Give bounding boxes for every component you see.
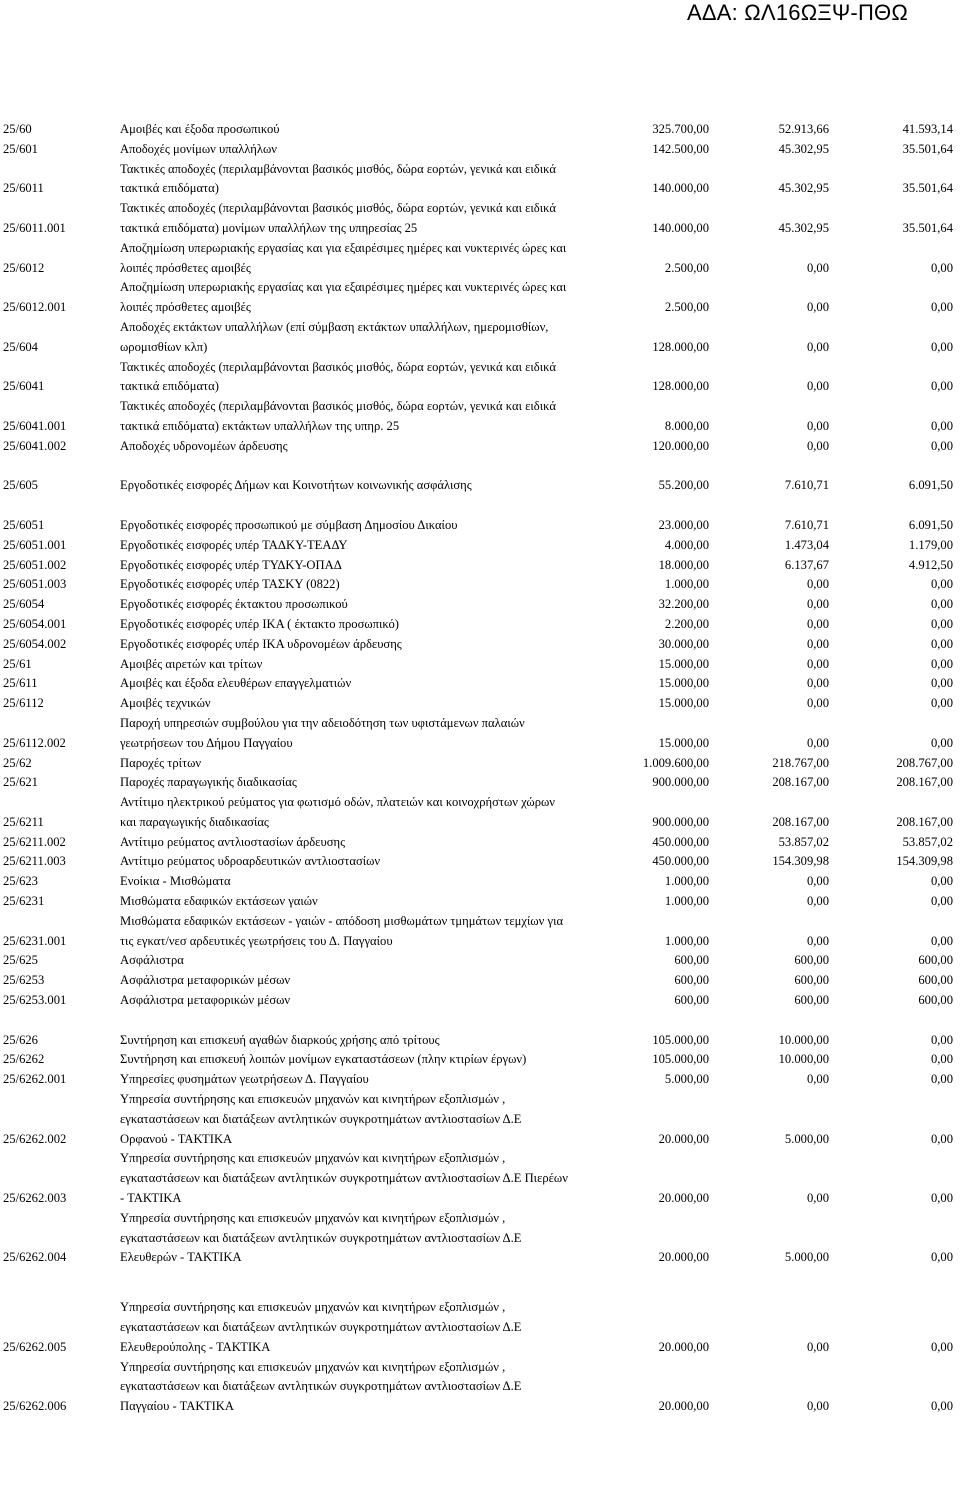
table-row bbox=[1, 655, 955, 675]
paid-amount: 0,00 bbox=[930, 1250, 953, 1265]
spacer-row bbox=[1, 1011, 955, 1031]
table-row bbox=[1, 1050, 955, 1070]
table-row bbox=[1, 991, 955, 1011]
table-row bbox=[1, 1298, 955, 1357]
paid-amount: 0,00 bbox=[930, 418, 953, 433]
table-row bbox=[1, 852, 955, 872]
paid-amount: 0,00 bbox=[930, 260, 953, 275]
account-description: Τακτικές αποδοχές (περιλαμβάνονται βασικός μισθός, δώρα εορτών, γενικά και ειδικά τακτικά επιδόματα) bbox=[120, 359, 556, 394]
budget-amount: 105.000,00 bbox=[652, 1032, 709, 1047]
account-description: Εργοδοτικές εισφορές προσωπικού με σύμβαση Δημοσίου Δικαίου bbox=[120, 517, 458, 532]
table-row bbox=[1, 714, 955, 754]
committed-amount: 5.000,00 bbox=[784, 1250, 829, 1265]
paid-amount: 0,00 bbox=[930, 616, 953, 631]
committed-amount: 6.137,67 bbox=[784, 557, 829, 572]
committed-amount: 600,00 bbox=[794, 953, 829, 968]
committed-amount: 0,00 bbox=[806, 339, 829, 354]
account-code: 25/6253 bbox=[3, 973, 45, 988]
account-description: Υπηρεσία συντήρησης και επισκευών μηχανών και κινητήρων εξοπλισμών , εγκαταστάσεων και διατάξεων αντλητικών συγκροτημάτων αντλιοστασίων Δ.Ε Παγγαίου - ΤΑΚΤΙΚΑ bbox=[120, 1359, 522, 1414]
account-code: 25/6262 bbox=[3, 1052, 45, 1067]
committed-amount: 10.000,00 bbox=[778, 1032, 829, 1047]
committed-amount: 0,00 bbox=[806, 874, 829, 889]
budget-amount: 5.000,00 bbox=[664, 1072, 709, 1087]
table-row bbox=[1, 199, 955, 239]
account-code: 25/611 bbox=[3, 676, 38, 691]
account-code: 25/6211.002 bbox=[3, 834, 66, 849]
paid-amount: 600,00 bbox=[918, 973, 953, 988]
account-code: 25/6041.002 bbox=[3, 438, 67, 453]
paid-amount: 0,00 bbox=[930, 1339, 953, 1354]
committed-amount: 53.857,02 bbox=[778, 834, 829, 849]
table-row bbox=[1, 1090, 955, 1149]
budget-amount: 32.200,00 bbox=[658, 597, 709, 612]
account-description: Υπηρεσία συντήρησης και επισκευών μηχανών και κινητήρων εξοπλισμών , εγκαταστάσεων και διατάξεων αντλητικών συγκροτημάτων αντλιοστασίων Δ.Ε Ελευθερών - ΤΑΚΤΙΚΑ bbox=[120, 1210, 522, 1265]
budget-amount: 600,00 bbox=[674, 973, 709, 988]
paid-amount: 0,00 bbox=[930, 874, 953, 889]
paid-amount: 1.179,00 bbox=[908, 537, 953, 552]
budget-amount: 105.000,00 bbox=[652, 1052, 709, 1067]
table-row bbox=[1, 694, 955, 714]
table-row bbox=[1, 912, 955, 952]
budget-amount: 23.000,00 bbox=[658, 517, 709, 532]
account-description: Αποδοχές εκτάκτων υπαλλήλων (επί σύμβαση εκτάκτων υπαλλήλων, ημερομισθίων, ωρομισθίων κλπ) bbox=[120, 319, 549, 354]
committed-amount: 0,00 bbox=[806, 577, 829, 592]
account-code: 25/626 bbox=[3, 1032, 38, 1047]
paid-amount: 0,00 bbox=[930, 636, 953, 651]
table-row bbox=[1, 1209, 955, 1268]
paid-amount: 0,00 bbox=[930, 339, 953, 354]
account-code: 25/61 bbox=[3, 656, 32, 671]
committed-amount: 208.167,00 bbox=[772, 775, 829, 790]
account-code: 25/6051 bbox=[3, 517, 45, 532]
committed-amount: 7.610,71 bbox=[784, 478, 829, 493]
committed-amount: 45.302,95 bbox=[778, 141, 829, 156]
paid-amount: 0,00 bbox=[930, 656, 953, 671]
table-row bbox=[1, 595, 955, 615]
paid-amount: 0,00 bbox=[930, 696, 953, 711]
committed-amount: 0,00 bbox=[806, 418, 829, 433]
budget-amount: 20.000,00 bbox=[658, 1339, 709, 1354]
budget-amount: 1.000,00 bbox=[664, 894, 709, 909]
budget-amount: 450.000,00 bbox=[652, 834, 709, 849]
account-description: Υπηρεσίες φυσημάτων γεωτρήσεων Δ. Παγγαίου bbox=[120, 1072, 369, 1087]
account-code: 25/625 bbox=[3, 953, 38, 968]
account-code: 25/6262.003 bbox=[3, 1191, 67, 1206]
table-row bbox=[1, 1358, 955, 1417]
account-code: 25/6051.001 bbox=[3, 537, 67, 552]
budget-amount: 140.000,00 bbox=[652, 220, 709, 235]
paid-amount: 4.912,50 bbox=[908, 557, 953, 572]
account-code: 25/6054 bbox=[3, 597, 45, 612]
table-row bbox=[1, 120, 955, 140]
account-code: 25/6211 bbox=[3, 814, 44, 829]
paid-amount: 208.767,00 bbox=[896, 755, 953, 770]
paid-amount: 0,00 bbox=[930, 577, 953, 592]
paid-amount: 0,00 bbox=[930, 1399, 953, 1414]
account-description: Αποζημίωση υπερωριακής εργασίας και για εξαιρέσιμες ημέρες και νυκτερινές ώρες και λοιπές πρόσθετες αμοιβές bbox=[120, 280, 567, 315]
table-row bbox=[1, 971, 955, 991]
budget-amount: 15.000,00 bbox=[658, 735, 709, 750]
budget-amount: 15.000,00 bbox=[658, 656, 709, 671]
committed-amount: 7.610,71 bbox=[784, 517, 829, 532]
committed-amount: 154.309,98 bbox=[772, 854, 829, 869]
table-row bbox=[1, 872, 955, 892]
budget-amount: 142.500,00 bbox=[652, 141, 709, 156]
committed-amount: 0,00 bbox=[806, 1399, 829, 1414]
account-description: Ασφάλιστρα μεταφορικών μέσων bbox=[120, 993, 291, 1008]
table-row bbox=[1, 754, 955, 774]
account-code: 25/6054.001 bbox=[3, 616, 67, 631]
spacer-cell bbox=[1, 496, 955, 516]
ada-header: ΑΔΑ: ΩΛ16ΩΞΨ-ΠΘΩ bbox=[687, 0, 908, 25]
table-row bbox=[1, 575, 955, 595]
account-description: Αντίτιμο ρεύματος αντλιοστασίων άρδευσης bbox=[120, 834, 346, 849]
paid-amount: 600,00 bbox=[918, 953, 953, 968]
committed-amount: 208.167,00 bbox=[772, 814, 829, 829]
spacer-row bbox=[1, 496, 955, 516]
account-code: 25/6262.002 bbox=[3, 1131, 67, 1146]
table-row bbox=[1, 793, 955, 833]
account-code: 25/6041 bbox=[3, 379, 45, 394]
account-description: Εργοδοτικές εισφορές έκτακτου προσωπικού bbox=[120, 597, 348, 612]
budget-amount: 20.000,00 bbox=[658, 1131, 709, 1146]
paid-amount: 0,00 bbox=[930, 597, 953, 612]
committed-amount: 0,00 bbox=[806, 676, 829, 691]
account-description: Παροχές τρίτων bbox=[120, 755, 202, 770]
account-description: Αντίτιμο ρεύματος υδροαρδευτικών αντλιοστασίων bbox=[120, 854, 381, 869]
committed-amount: 0,00 bbox=[806, 379, 829, 394]
paid-amount: 35.501,64 bbox=[902, 181, 953, 196]
paid-amount: 0,00 bbox=[930, 1131, 953, 1146]
budget-amount: 600,00 bbox=[674, 953, 709, 968]
account-description: Συντήρηση και επισκευή αγαθών διαρκούς χρήσης από τρίτους bbox=[120, 1032, 440, 1047]
table-row bbox=[1, 536, 955, 556]
account-description: Υπηρεσία συντήρησης και επισκευών μηχανών και κινητήρων εξοπλισμών , εγκαταστάσεων και διατάξεων αντλητικών συγκροτημάτων αντλιοστασίων Δ.Ε Πιερέων - ΤΑΚΤΙΚΑ bbox=[120, 1151, 568, 1206]
spacer-row bbox=[1, 457, 955, 477]
paid-amount: 600,00 bbox=[918, 993, 953, 1008]
account-description: Μισθώματα εδαφικών εκτάσεων - γαιών - απόδοση μισθωμάτων τμημάτων τεμχίων για τις εγκατ/νεσ αρδευτικές γεωτρήσεις του Δ. Παγγαίου bbox=[120, 913, 564, 948]
account-description: Εργοδοτικές εισφορές υπέρ ΙΚΑ ( έκτακτο προσωπικό) bbox=[120, 616, 399, 631]
committed-amount: 0,00 bbox=[806, 597, 829, 612]
committed-amount: 52.913,66 bbox=[778, 122, 829, 136]
table-row bbox=[1, 773, 955, 793]
committed-amount: 0,00 bbox=[806, 438, 829, 453]
account-description: Αποδοχές υδρονομέων άρδευσης bbox=[120, 438, 288, 453]
account-description: Αμοιβές και έξοδα ελευθέρων επαγγελματιών bbox=[120, 676, 352, 691]
paid-amount: 0,00 bbox=[930, 1072, 953, 1087]
paid-amount: 0,00 bbox=[930, 735, 953, 750]
table-row bbox=[1, 160, 955, 200]
paid-amount: 0,00 bbox=[930, 933, 953, 948]
paid-amount: 53.857,02 bbox=[902, 834, 953, 849]
account-code: 25/6211.003 bbox=[3, 854, 66, 869]
account-description: Παροχές παραγωγικής διαδικασίας bbox=[120, 775, 297, 790]
account-code: 25/6262.005 bbox=[3, 1339, 67, 1354]
committed-amount: 0,00 bbox=[806, 735, 829, 750]
budget-amount: 1.009.600,00 bbox=[642, 755, 709, 770]
paid-amount: 208.167,00 bbox=[896, 814, 953, 829]
paid-amount: 0,00 bbox=[930, 676, 953, 691]
spacer-cell bbox=[1, 1268, 955, 1298]
paid-amount: 0,00 bbox=[930, 1032, 953, 1047]
committed-amount: 0,00 bbox=[806, 300, 829, 315]
account-code: 25/6054.002 bbox=[3, 636, 67, 651]
paid-amount: 35.501,64 bbox=[902, 141, 953, 156]
budget-amount: 30.000,00 bbox=[658, 636, 709, 651]
spacer-row bbox=[1, 1268, 955, 1298]
table-row bbox=[1, 556, 955, 576]
account-description: Αντίτιμο ηλεκτρικού ρεύματος για φωτισμό οδών, πλατειών και κοινοχρήστων χώρων και παραγωγικής διαδικασίας bbox=[120, 795, 555, 829]
budget-amount: 120.000,00 bbox=[652, 438, 709, 453]
committed-amount: 5.000,00 bbox=[784, 1131, 829, 1146]
budget-amount: 325.700,00 bbox=[652, 122, 709, 136]
paid-amount: 35.501,64 bbox=[902, 220, 953, 235]
committed-amount: 0,00 bbox=[806, 616, 829, 631]
paid-amount: 0,00 bbox=[930, 1191, 953, 1206]
paid-amount: 0,00 bbox=[930, 379, 953, 394]
committed-amount: 45.302,95 bbox=[778, 181, 829, 196]
paid-amount: 41.593,14 bbox=[902, 122, 953, 136]
account-description: Αμοιβές τεχνικών bbox=[120, 696, 211, 711]
budget-amount: 450.000,00 bbox=[652, 854, 709, 869]
table-row bbox=[1, 674, 955, 694]
account-code: 25/60 bbox=[3, 122, 32, 136]
paid-amount: 0,00 bbox=[930, 300, 953, 315]
account-description: Ασφάλιστρα μεταφορικών μέσων bbox=[120, 973, 291, 988]
account-code: 25/621 bbox=[3, 775, 38, 790]
budget-amount: 600,00 bbox=[674, 993, 709, 1008]
committed-amount: 0,00 bbox=[806, 656, 829, 671]
account-description: Μισθώματα εδαφικών εκτάσεων γαιών bbox=[120, 894, 318, 909]
budget-amount: 2.500,00 bbox=[664, 260, 709, 275]
account-code: 25/605 bbox=[3, 478, 38, 493]
account-code: 25/6012.001 bbox=[3, 300, 67, 315]
account-description: Τακτικές αποδοχές (περιλαμβάνονται βασικός μισθός, δώρα εορτών, γενικά και ειδικά τακτικά επιδόματα) μονίμων υπαλλήλων της υπηρεσίας 25 bbox=[120, 201, 556, 235]
account-code: 25/6051.002 bbox=[3, 557, 67, 572]
committed-amount: 0,00 bbox=[806, 260, 829, 275]
committed-amount: 0,00 bbox=[806, 1339, 829, 1354]
account-description: Αποζημίωση υπερωριακής εργασίας και για εξαιρέσιμες ημέρες και νυκτερινές ώρες και λοιπές πρόσθετες αμοιβές bbox=[120, 240, 567, 275]
table-row bbox=[1, 239, 955, 279]
account-description: Εργοδοτικές εισφορές υπέρ ΤΥΔΚΥ-ΟΠΑΔ bbox=[120, 557, 342, 572]
account-code: 25/6262.001 bbox=[3, 1072, 67, 1087]
budget-amount: 140.000,00 bbox=[652, 181, 709, 196]
budget-amount: 1.000,00 bbox=[664, 874, 709, 889]
paid-amount: 154.309,98 bbox=[896, 854, 953, 869]
account-description: Υπηρεσία συντήρησης και επισκευών μηχανών και κινητήρων εξοπλισμών , εγκαταστάσεων και διατάξεων αντλητικών συγκροτημάτων αντλιοστασίων Δ.Ε Ορφανού - ΤΑΚΤΙΚΑ bbox=[120, 1092, 522, 1146]
table-row bbox=[1, 951, 955, 971]
account-code: 25/6231 bbox=[3, 894, 45, 909]
committed-amount: 10.000,00 bbox=[778, 1052, 829, 1067]
budget-amount: 1.000,00 bbox=[664, 933, 709, 948]
table-row bbox=[1, 635, 955, 655]
table-row bbox=[1, 516, 955, 536]
paid-amount: 208.167,00 bbox=[896, 775, 953, 790]
account-description: Αμοιβές αιρετών και τρίτων bbox=[120, 656, 263, 671]
account-code: 25/62 bbox=[3, 755, 32, 770]
account-description: Εργοδοτικές εισφορές υπέρ ΙΚΑ υδρονομέων άρδευσης bbox=[120, 636, 402, 651]
account-code: 25/6112.002 bbox=[3, 735, 66, 750]
committed-amount: 0,00 bbox=[806, 636, 829, 651]
committed-amount: 0,00 bbox=[806, 933, 829, 948]
paid-amount: 0,00 bbox=[930, 1052, 953, 1067]
committed-amount: 0,00 bbox=[806, 696, 829, 711]
table-row bbox=[1, 1031, 955, 1051]
account-code: 25/601 bbox=[3, 141, 38, 156]
budget-amount: 15.000,00 bbox=[658, 696, 709, 711]
committed-amount: 0,00 bbox=[806, 1072, 829, 1087]
budget-table-body bbox=[1, 120, 955, 1417]
paid-amount: 6.091,50 bbox=[908, 517, 953, 532]
account-code: 25/6262.004 bbox=[3, 1250, 67, 1265]
account-code: 25/6112 bbox=[3, 696, 44, 711]
budget-amount: 4.000,00 bbox=[664, 537, 709, 552]
budget-amount: 2.200,00 bbox=[664, 616, 709, 631]
budget-amount: 20.000,00 bbox=[658, 1399, 709, 1414]
budget-table bbox=[1, 120, 955, 1417]
account-description: Ενοίκια - Μισθώματα bbox=[120, 874, 231, 889]
account-code: 25/6231.001 bbox=[3, 933, 67, 948]
table-row bbox=[1, 358, 955, 398]
account-code: 25/6011.001 bbox=[3, 220, 66, 235]
committed-amount: 600,00 bbox=[794, 973, 829, 988]
budget-amount: 1.000,00 bbox=[664, 577, 709, 592]
table-row bbox=[1, 278, 955, 318]
budget-amount: 8.000,00 bbox=[664, 418, 709, 433]
table-row bbox=[1, 437, 955, 457]
budget-amount: 55.200,00 bbox=[658, 478, 709, 493]
budget-amount: 128.000,00 bbox=[652, 379, 709, 394]
account-description: Παροχή υπηρεσιών συμβούλου για την αδειοδότηση των υφιστάμενων παλαιών γεωτρήσεων του Δήμου Παγγαίου bbox=[120, 715, 525, 750]
account-description: Τακτικές αποδοχές (περιλαμβάνονται βασικός μισθός, δώρα εορτών, γενικά και ειδικά τακτικά επιδόματα) εκτάκτων υπαλλήλων της υπηρ. 25 bbox=[120, 399, 556, 433]
account-code: 25/623 bbox=[3, 874, 38, 889]
paid-amount: 0,00 bbox=[930, 894, 953, 909]
account-code: 25/6011 bbox=[3, 181, 44, 196]
account-description: Αποδοχές μονίμων υπαλλήλων bbox=[120, 141, 277, 156]
committed-amount: 0,00 bbox=[806, 1191, 829, 1206]
account-code: 25/6012 bbox=[3, 260, 45, 275]
account-description: Εργοδοτικές εισφορές υπέρ ΤΑΔΚΥ-ΤΕΑΔΥ bbox=[120, 537, 348, 552]
paid-amount: 0,00 bbox=[930, 438, 953, 453]
account-description: Ασφάλιστρα bbox=[120, 953, 184, 968]
table-row bbox=[1, 397, 955, 437]
budget-amount: 900.000,00 bbox=[652, 814, 709, 829]
committed-amount: 45.302,95 bbox=[778, 220, 829, 235]
table-row bbox=[1, 476, 955, 496]
budget-amount: 18.000,00 bbox=[658, 557, 709, 572]
budget-amount: 20.000,00 bbox=[658, 1250, 709, 1265]
account-description: Εργοδοτικές εισφορές Δήμων και Κοινοτήτων κοινωνικής ασφάλισης bbox=[120, 478, 472, 493]
account-code: 25/604 bbox=[3, 339, 38, 354]
spacer-cell bbox=[1, 1011, 955, 1031]
table-row bbox=[1, 318, 955, 358]
account-code: 25/6253.001 bbox=[3, 993, 67, 1008]
account-code: 25/6051.003 bbox=[3, 577, 67, 592]
account-description: Τακτικές αποδοχές (περιλαμβάνονται βασικός μισθός, δώρα εορτών, γενικά και ειδικά τακτικά επιδόματα) bbox=[120, 161, 556, 196]
table-row bbox=[1, 615, 955, 635]
table-row bbox=[1, 1149, 955, 1208]
budget-amount: 128.000,00 bbox=[652, 339, 709, 354]
paid-amount: 6.091,50 bbox=[908, 478, 953, 493]
budget-amount: 2.500,00 bbox=[664, 300, 709, 315]
table-row bbox=[1, 892, 955, 912]
committed-amount: 600,00 bbox=[794, 993, 829, 1008]
account-code: 25/6041.001 bbox=[3, 418, 67, 433]
account-description: Συντήρηση και επισκευή λοιπών μονίμων εγκαταστάσεων (πλην κτιρίων έργων) bbox=[120, 1052, 527, 1067]
budget-amount: 15.000,00 bbox=[658, 676, 709, 691]
table-row bbox=[1, 1070, 955, 1090]
committed-amount: 0,00 bbox=[806, 894, 829, 909]
table-row bbox=[1, 140, 955, 160]
account-description: Εργοδοτικές εισφορές υπέρ ΤΑΣΚΥ (0822) bbox=[120, 577, 340, 592]
account-description: Υπηρεσία συντήρησης και επισκευών μηχανών και κινητήρων εξοπλισμών , εγκαταστάσεων και διατάξεων αντλητικών συγκροτημάτων αντλιοστασίων Δ.Ε Ελευθερούπολης - ΤΑΚΤΙΚΑ bbox=[120, 1300, 522, 1354]
account-description: Αμοιβές και έξοδα προσωπικού bbox=[120, 122, 280, 136]
budget-amount: 20.000,00 bbox=[658, 1191, 709, 1206]
account-code: 25/6262.006 bbox=[3, 1399, 67, 1414]
budget-amount: 900.000,00 bbox=[652, 775, 709, 790]
committed-amount: 1.473,04 bbox=[784, 537, 829, 552]
committed-amount: 218.767,00 bbox=[772, 755, 829, 770]
spacer-cell bbox=[1, 457, 955, 477]
table-row bbox=[1, 833, 955, 853]
